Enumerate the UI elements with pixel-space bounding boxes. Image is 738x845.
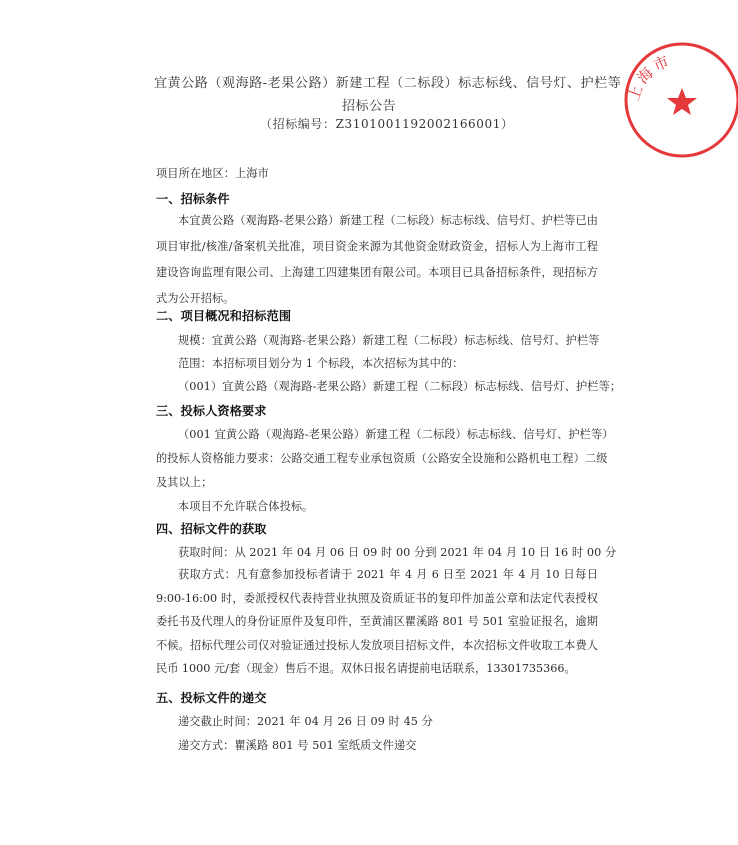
lot-item: （001）宜黄公路（观海路-老果公路）新建工程（二标段）标志标线、信号灯、护栏等； [178,380,622,393]
section-5-heading: 五、投标文件的递交 [156,691,267,705]
project-location: 项目所在地区：上海市 [156,167,269,180]
title-line-1: 宜黄公路（观海路-老果公路）新建工程（二标段）标志标线、信号灯、护栏等 [154,76,622,91]
section-3-heading: 三、投标人资格要求 [156,404,267,418]
seal-text: 上海市 [624,51,675,104]
section-1-body: 本宜黄公路（观海路-老果公路）新建工程（二标段）标志标线、信号灯、护栏等已由项目审批/核准/备案机关批准，项目资金来源为其他资金财政资金，招标人为上海市工程建设咨询监理有限公司、上海建工四建集团有限公司。本项目已具备招标条件，现招标方式为公开招标。 [156,214,598,305]
section-2-heading: 二、项目概况和招标范围 [156,309,292,323]
title-line-2: 招标公告 [342,99,397,114]
project-scale: 规模：宜黄公路（观海路-老果公路）新建工程（二标段）标志标线、信号灯、护栏等 [178,334,600,347]
tender-code: （招标编号：Z3101001192002166001） [260,117,514,131]
seal-star-icon [667,88,697,115]
section-1-heading: 一、招标条件 [156,192,230,206]
qualification-line-3: 及其以上； [156,476,213,489]
joint-bid-note: 本项目不允许联合体投标。 [178,500,314,513]
company-seal [612,30,738,170]
qualification-line-2: 的投标人资格能力要求：公路交通工程专业承包资质（公路安全设施和公路机电工程）二级 [156,452,608,465]
qualification-line-1: （001 宜黄公路（观海路-老果公路）新建工程（二标段）标志标线、信号灯、护栏等） [178,428,614,441]
acquisition-method: 获取方式：凡有意参加投标者请于 2021 年 4 月 6 日至 2021 年 4 月 10 日每日 9:00-16:00 时，委派授权代表持营业执照及资质证书的复印件加盖公章和法定代表授权委托书及代理人的身份证原件及复印件，至黄浦区瞿溪路 801 号 501 室验证报名，逾期不候。招标代理公司仅对验证通过投标人发放项目招标文件，本次招标文件收取工本费人民币 1000 元/套（现金）售后不退。双休日报名请提前电话联系，13301735366。 [156,568,598,675]
submission-method: 递交方式：瞿溪路 801 号 501 室纸质文件递交 [178,739,417,752]
submission-deadline: 递交截止时间：2021 年 04 月 26 日 09 时 45 分 [178,715,433,728]
acquisition-time: 获取时间：从 2021 年 04 月 06 日 09 时 00 分到 2021 年 04 月 10 日 16 时 00 分 [178,546,617,559]
project-scope: 范围：本招标项目划分为 1 个标段，本次招标为其中的： [178,357,464,370]
section-4-heading: 四、招标文件的获取 [156,522,267,536]
